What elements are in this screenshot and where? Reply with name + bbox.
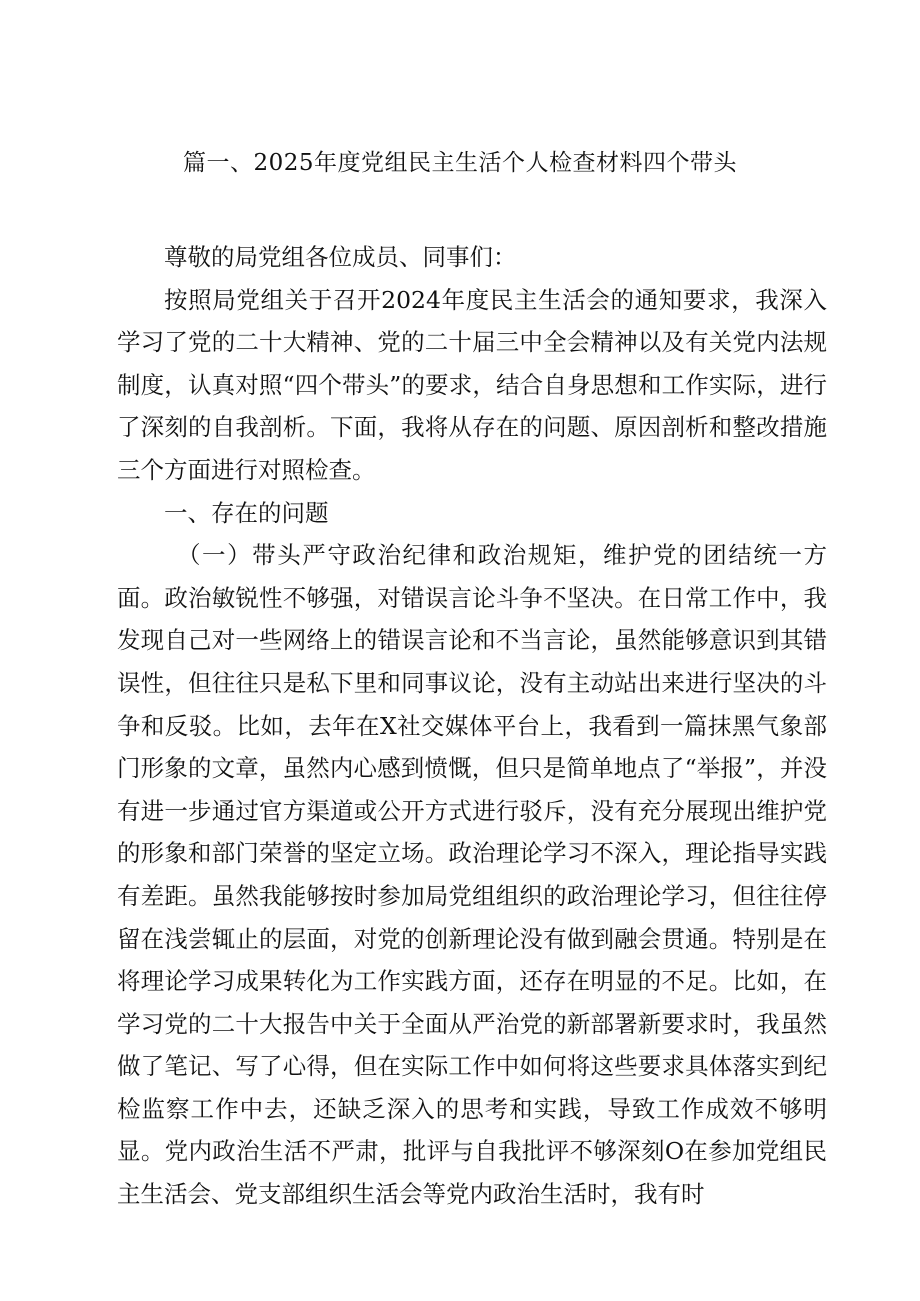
- section-heading-problems: 一、存在的问题: [164, 498, 329, 527]
- intro-paragraph: 按照局党组关于召开2024年度民主生活会的通知要求，我深入学习了党的二十大精神、党的二十届三中全会精神以及有关党内法规制度，认真对照“四个带头”的要求，结合自身思想和工作实际，进行了深刻的自我剖析。下面，我将从存在的问题、原因剖析和整改措施三个方面进行对照检查。: [117, 285, 827, 484]
- document-body: [117, 236, 827, 1216]
- document-title: 篇一、2025年度党组民主生活个人检查材料四个带头: [182, 150, 738, 176]
- salutation: 尊敬的局党组各位成员、同事们：: [164, 243, 517, 271]
- section-paragraph-political-discipline: （一）带头严守政治纪律和政治规矩，维护党的团结统一方面。政治敏锐性不够强，对错误言论斗争不坚决。在日常工作中，我发现自己对一些网络上的错误言论和不当言论，虽然能够意识到其错误性，但往往只是私下里和同事议论，没有主动站出来进行坚决的斗争和反驳。比如，去年在X社交媒体平台上，我看到一篇抹黑气象部门形象的文章，虽然内心感到愤慨，但只是简单地点了“举报”，并没有进一步通过官方渠道或公开方式进行驳斥，没有充分展现出维护党的形象和部门荣誉的坚定立场。政治理论学习不深入，理论指导实践有差距。虽然我能够按时参加局党组组织的政治理论学习，但往往停留在浅尝辄止的层面，对党的创新理论没有做到融会贯通。特别是在将理论学习成果转化为工作实践方面，还存在明显的不足。比如，在学习党的二十大报告中关于全面从严治党的新部署新要求时，我虽然做了笔记、写了心得，但在实际工作中如何将这些要求具体落实到纪检监察工作中去，还缺乏深入的思考和实践，导致工作成效不够明显。党内政治生活不严肃，批评与自我批评不够深刻O在参加党组民主生活会、党支部组织生活会等党内政治生活时，我有时: [117, 541, 827, 1209]
